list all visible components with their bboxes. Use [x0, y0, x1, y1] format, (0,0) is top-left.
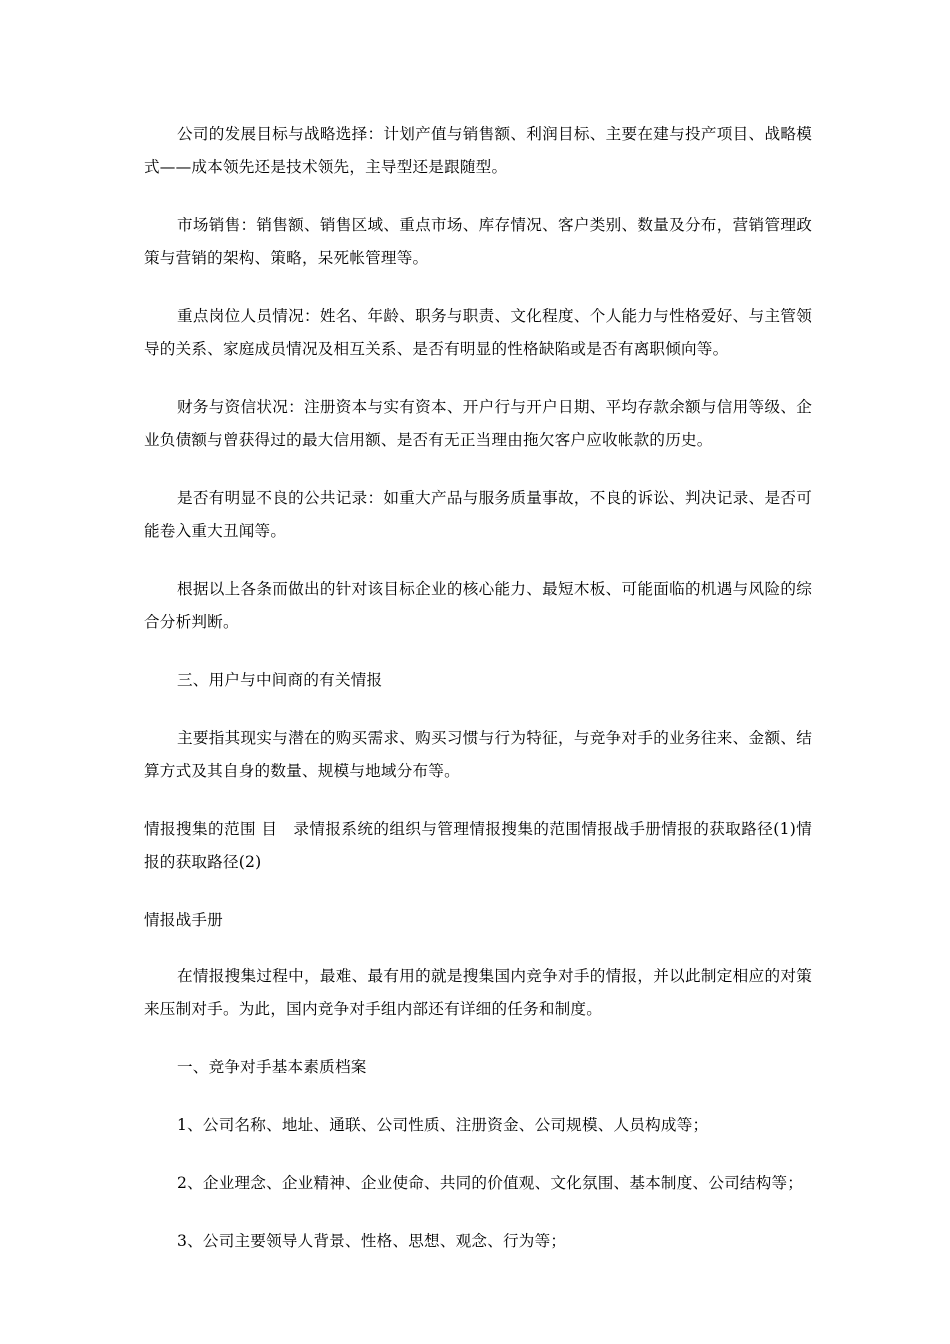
- list-item-leadership-background: 3、公司主要领导人背景、性格、思想、观念、行为等；: [177, 1232, 567, 1250]
- section-heading-competitor-profile: 一、竞争对手基本素质档案: [177, 1058, 367, 1076]
- paragraph-finance-credit: 财务与资信状况：注册资本与实有资本、开户行与开户日期、平均存款余额与信用等级、企业负债额与曾获得过的最大信用额、是否有无正当理由拖欠客户应收帐款的历史。: [144, 398, 812, 449]
- paragraph-key-personnel: 重点岗位人员情况：姓名、年龄、职务与职责、文化程度、个人能力与性格爱好、与主管领导的关系、家庭成员情况及相互关系、是否有明显的性格缺陷或是否有离职倾向等。: [144, 307, 812, 358]
- paragraph-purchase-needs: 主要指其现实与潜在的购买需求、购买习惯与行为特征，与竞争对手的业务往来、金额、结算方式及其自身的数量、规模与地域分布等。: [144, 729, 812, 780]
- list-item-company-basic-info: 1、公司名称、地址、通联、公司性质、注册资金、公司规模、人员构成等；: [177, 1116, 709, 1134]
- list-item-corporate-culture: 2、企业理念、企业精神、企业使命、共同的价值观、文化氛围、基本制度、公司结构等；: [177, 1174, 804, 1192]
- paragraph-development-goals: 公司的发展目标与战略选择：计划产值与销售额、利润目标、主要在建与投产项目、战略模式——成本领先还是技术领先，主导型还是跟随型。: [144, 125, 812, 176]
- paragraph-contents-line: 情报搜集的范围 目 录情报系统的组织与管理情报搜集的范围情报战手册情报的获取路径(1)情报的获取路径(2): [144, 820, 812, 871]
- paragraph-market-sales: 市场销售：销售额、销售区域、重点市场、库存情况、客户类别、数量及分布，营销管理政策与营销的架构、策略，呆死帐管理等。: [144, 216, 812, 267]
- section-heading-users-intermediaries: 三、用户与中间商的有关情报: [177, 671, 383, 689]
- paragraph-public-record: 是否有明显不良的公共记录：如重大产品与服务质量事故，不良的诉讼、判决记录、是否可能卷入重大丑闻等。: [144, 489, 812, 540]
- paragraph-analysis-judgment: 根据以上各条而做出的针对该目标企业的核心能力、最短木板、可能面临的机遇与风险的综合分析判断。: [144, 580, 812, 631]
- section-heading-intelligence-manual: 情报战手册: [144, 911, 223, 929]
- document-body: [144, 118, 812, 1283]
- paragraph-intelligence-collection: 在情报搜集过程中，最难、最有用的就是搜集国内竞争对手的情报，并以此制定相应的对策来压制对手。为此，国内竞争对手组内部还有详细的任务和制度。: [144, 967, 812, 1018]
